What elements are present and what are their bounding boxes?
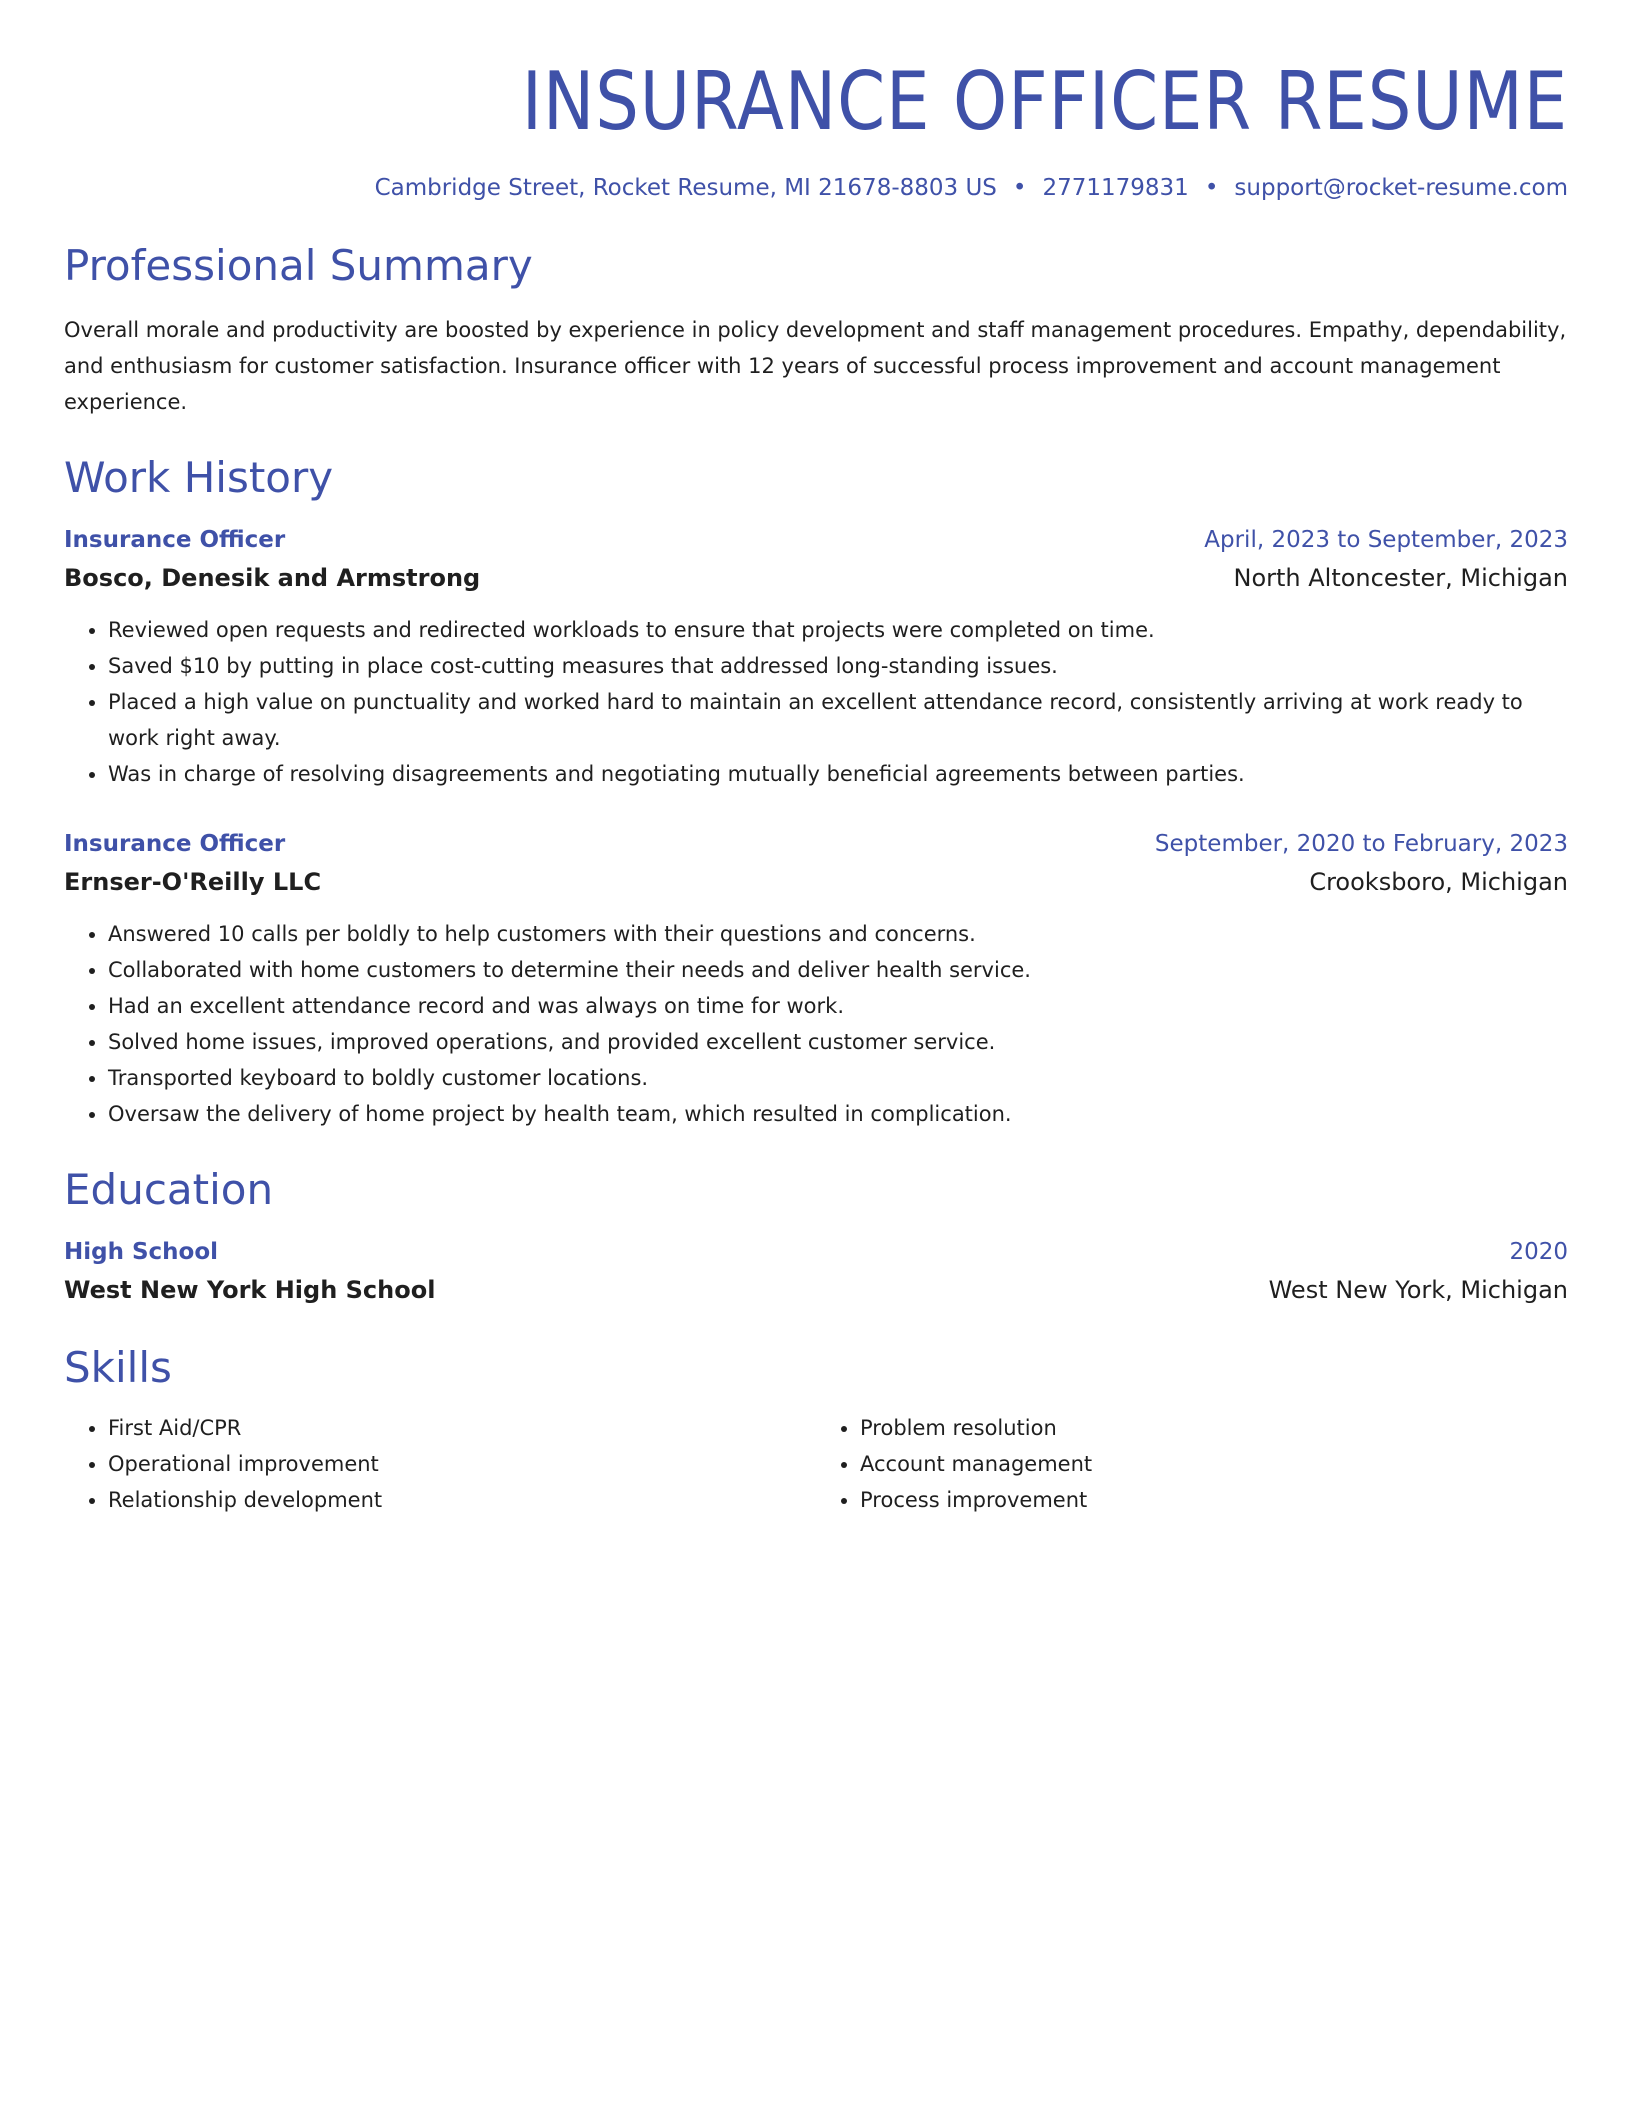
- contact-line: [64, 172, 1568, 204]
- job-dates: September, 2020 to February, 2023: [1154, 831, 1568, 857]
- education-year: 2020: [1509, 1239, 1568, 1265]
- skill-item: • Problem resolution: [860, 1410, 1568, 1446]
- job-role: Insurance Officer: [64, 527, 286, 553]
- contact-address: Cambridge Street, Rocket Resume, MI 21678-8803 US: [374, 175, 997, 201]
- job-bullet: • Collaborated with home customers to determine their needs and deliver health service.: [108, 952, 1568, 988]
- contact-phone: 2771179831: [1042, 175, 1189, 201]
- skill-item: • Relationship development: [108, 1482, 816, 1518]
- job-bullet: • Transported keyboard to boldly customer locations.: [108, 1060, 1568, 1096]
- job-bullet: • Was in charge of resolving disagreements and negotiating mutually beneficial agreements between parties.: [108, 756, 1568, 792]
- skill-item: • First Aid/CPR: [108, 1410, 816, 1446]
- job-entry: [64, 522, 1568, 792]
- skill-item: • Process improvement: [860, 1482, 1568, 1518]
- section-heading-work-history: Work History: [64, 453, 334, 502]
- job-role: Insurance Officer: [64, 831, 286, 857]
- job-bullets: [64, 916, 1568, 1132]
- section-heading-summary: Professional Summary: [64, 241, 533, 290]
- section-heading-skills: Skills: [64, 1343, 172, 1392]
- contact-separator: •: [1012, 175, 1027, 201]
- job-bullets: [64, 612, 1568, 792]
- job-bullet: • Placed a high value on punctuality and worked hard to maintain an excellent attendance record, consistently arriving at work ready to work right away.: [108, 684, 1568, 756]
- job-entry: [64, 826, 1568, 1132]
- professional-summary-section: [64, 238, 1568, 420]
- job-location: Crooksboro, Michigan: [1309, 868, 1568, 896]
- education-location: West New York, Michigan: [1268, 1276, 1568, 1304]
- job-company: Bosco, Denesik and Armstrong: [64, 564, 481, 592]
- job-bullet: • Answered 10 calls per boldly to help customers with their questions and concerns.: [108, 916, 1568, 952]
- skills-section: [64, 1340, 1568, 1518]
- job-bullet: • Saved $10 by putting in place cost-cutting measures that addressed long-standing issues.: [108, 648, 1568, 684]
- resume-header: [64, 52, 1568, 204]
- work-history-section: [64, 450, 1568, 1132]
- skills-column-right: [816, 1410, 1568, 1518]
- job-bullet: • Solved home issues, improved operations, and provided excellent customer service.: [108, 1024, 1568, 1060]
- section-heading-education: Education: [64, 1165, 274, 1214]
- contact-separator: •: [1204, 175, 1219, 201]
- education-entry: [64, 1234, 1568, 1310]
- skill-item: • Operational improvement: [108, 1446, 816, 1482]
- education-degree: High School: [64, 1239, 219, 1265]
- resume-title: INSURANCE OFFICER RESUME: [521, 55, 1569, 148]
- education-section: [64, 1162, 1568, 1310]
- summary-text: Overall morale and productivity are boosted by experience in policy development and staff management procedures. Empathy, dependability, and enthusiasm for customer satisfaction. Insurance officer with 12 years of successful process improvement and account management experience.: [64, 318, 1567, 414]
- skills-column-left: [64, 1410, 816, 1518]
- job-company: Ernser-O'Reilly LLC: [64, 868, 322, 896]
- contact-email: support@rocket-resume.com: [1234, 175, 1568, 201]
- job-bullet: • Had an excellent attendance record and was always on time for work.: [108, 988, 1568, 1024]
- skill-item: • Account management: [860, 1446, 1568, 1482]
- job-dates: April, 2023 to September, 2023: [1204, 527, 1568, 553]
- skills-columns: [64, 1410, 1568, 1518]
- job-bullet: • Oversaw the delivery of home project by health team, which resulted in complication.: [108, 1096, 1568, 1132]
- job-location: North Altoncester, Michigan: [1233, 564, 1568, 592]
- job-bullet: • Reviewed open requests and redirected workloads to ensure that projects were completed on time.: [108, 612, 1568, 648]
- education-school: West New York High School: [64, 1276, 436, 1304]
